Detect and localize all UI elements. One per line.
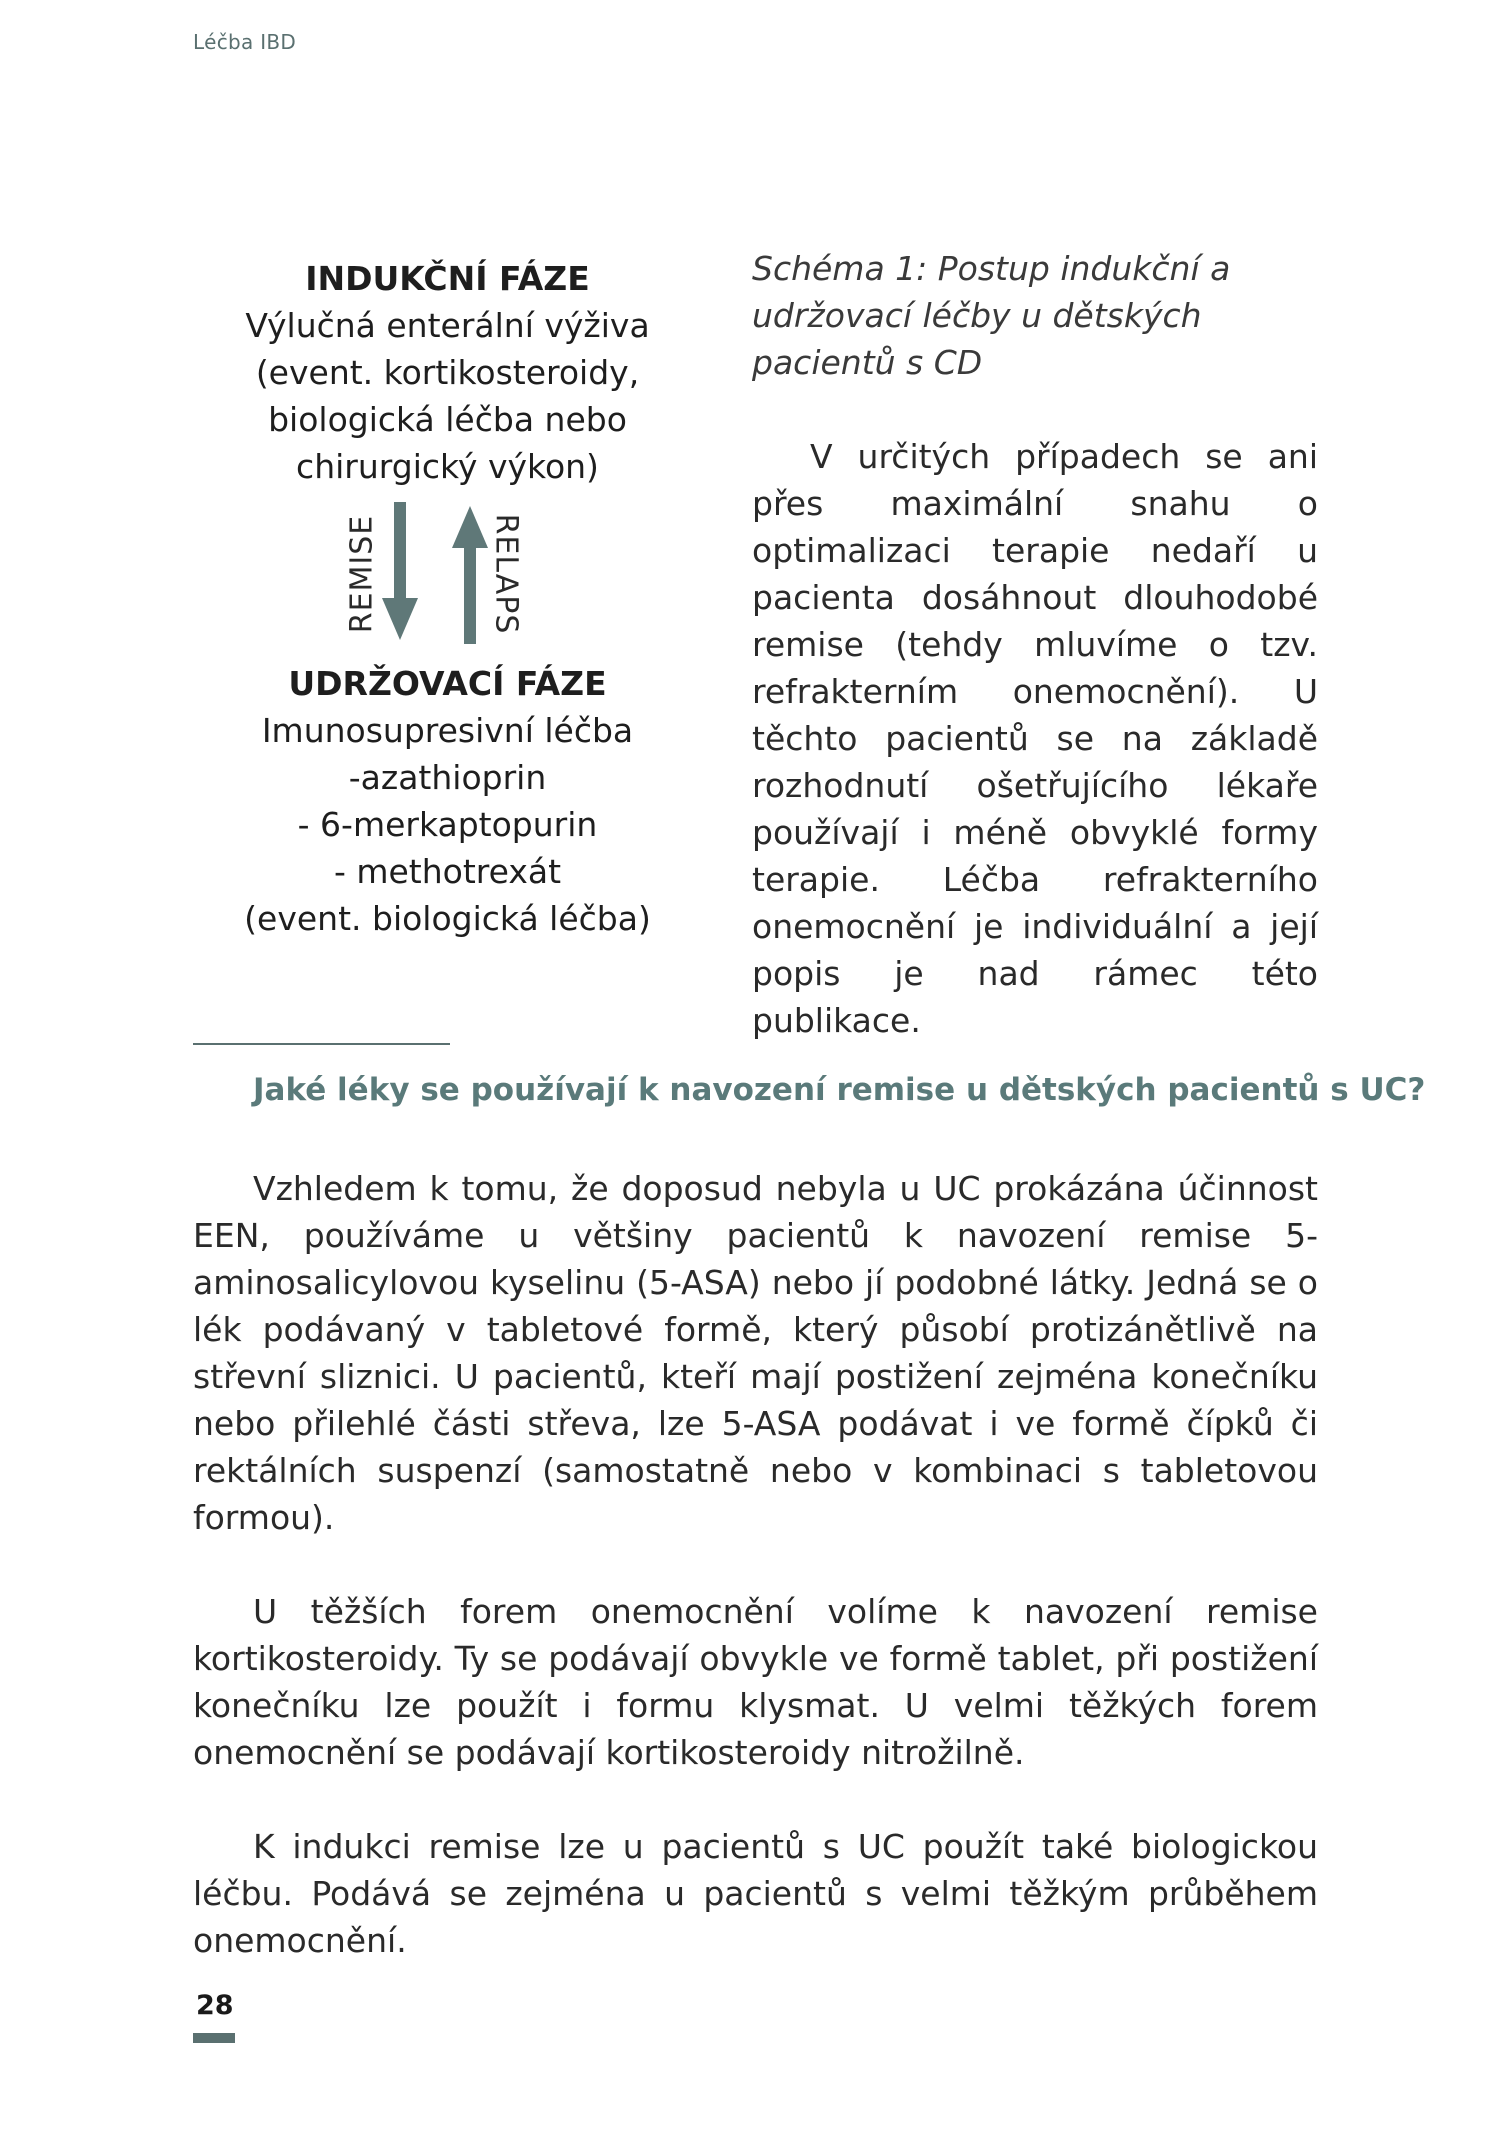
induction-line: (event. kortikosteroidy, (255, 353, 640, 392)
body-paragraph: K indukci remise lze u pacientů s UC použít také biologickou léčbu. Podává se zejména u pacientů s velmi těžkým průběhem onemocnění. (193, 1827, 1318, 1960)
page-number: 28 (196, 1990, 234, 2021)
induction-line: Výlučná enterální výživa (245, 306, 650, 345)
induction-line: chirurgický výkon) (296, 447, 599, 486)
refractory-paragraph: V určitých případech se ani přes maximální snahu o optimalizaci terapie nedaří u pacienta dosáhnout dlouhodobé remise (tehdy mluvíme o tzv. refrakterním onemocnění). U těchto pacientů se na základě rozhodnutí ošetřujícího lékaře používají i méně obvyklé formy terapie. Léčba refrakterního onemocnění je individuální a její popis je nad rámec této publikace. (752, 437, 1318, 1040)
body-text (193, 1165, 1318, 2011)
remise-label: REMISE (344, 514, 380, 634)
maintenance-line: - methotrexát (333, 852, 562, 891)
phase-arrows (230, 490, 665, 660)
up-arrow-head (452, 506, 488, 548)
induction-line: biologická léčba nebo (268, 400, 627, 439)
induction-phase-title: INDUKČNÍ FÁZE (305, 259, 590, 298)
maintenance-line: - 6-merkaptopurin (297, 805, 598, 844)
figure-caption: Schéma 1: Postup indukční a udržovací léčby u dětských pacientů s CD (752, 249, 1231, 382)
right-column (752, 245, 1318, 1044)
maintenance-line: (event. biologická léčba) (244, 899, 651, 938)
up-arrow-shaft (464, 544, 476, 644)
arrows-graphic (230, 490, 665, 660)
section-divider (193, 1043, 450, 1045)
section-question-heading: Jaké léky se používají k navození remise u dětských pacientů s UC? (253, 1072, 1426, 1108)
down-arrow-head (382, 598, 418, 640)
maintenance-line: -azathioprin (348, 758, 547, 797)
treatment-diagram (230, 255, 665, 942)
maintenance-line: Imunosupresivní léčba (261, 711, 634, 750)
maintenance-phase-title: UDRŽOVACÍ FÁZE (288, 664, 607, 703)
running-header: Léčba IBD (193, 30, 297, 54)
relaps-label: RELAPS (488, 513, 524, 635)
body-paragraph: Vzhledem k tomu, že doposud nebyla u UC prokázána účinnost EEN, používáme u většiny pacientů k navození remise 5-aminosalicylovou kyselinu (5-ASA) nebo jí podobné látky. Jedná se o lék podávaný v tabletové formě, který působí protizánětlivě na střevní sliznici. U pacientů, kteří mají postižení zejména konečníku nebo přilehlé části střeva, lze 5-ASA podávat i ve formě čípků či rektálních suspenzí (samostatně nebo v kombinaci s tabletovou formou). (193, 1169, 1318, 1537)
body-paragraph: U těžších forem onemocnění volíme k navození remise kortikosteroidy. Ty se podávají obvykle ve formě tablet, při postižení konečníku lze použít i formu klysmat. U velmi těžkých forem onemocnění se podávají kortikosteroidy nitrožilně. (193, 1592, 1318, 1772)
page-number-bar (193, 2033, 235, 2043)
down-arrow-shaft (394, 502, 406, 602)
